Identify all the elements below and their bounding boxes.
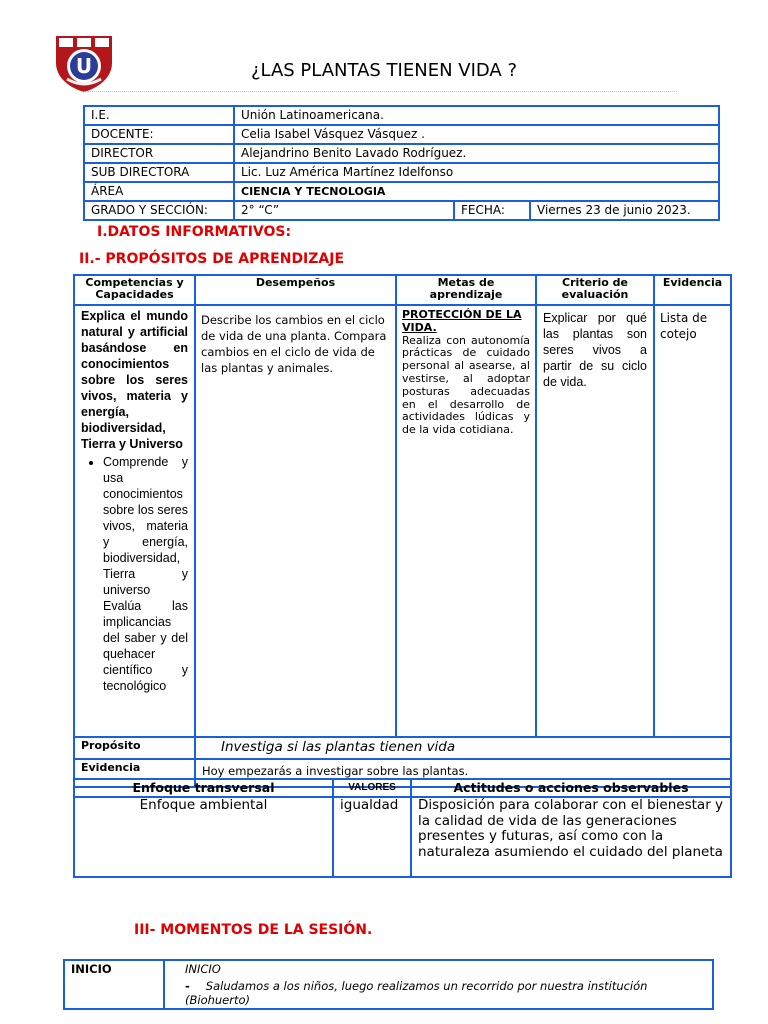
header-enfoque: Enfoque transversal xyxy=(74,779,333,797)
propositos-table xyxy=(73,274,732,788)
table-header-row xyxy=(74,275,731,305)
proposito-label: Propósito xyxy=(74,737,195,759)
header-valores: VALORES xyxy=(333,779,411,797)
ie-value: Unión Latinoamericana. xyxy=(234,106,719,125)
table-header-row xyxy=(74,779,731,797)
bullet-dash: - xyxy=(185,979,190,993)
logo-letter: U xyxy=(75,54,93,78)
info-table xyxy=(83,105,720,221)
criterio-cell: Explicar por qué las plantas son seres vivos a partir de su ciclo de vida. xyxy=(536,305,654,737)
competencia-text: Explica el mundo natural y artificial basándose en conocimientos sobre los seres vivos, materia y energía, biodiversidad, Tierra y Universo xyxy=(81,309,188,451)
table-row xyxy=(84,163,719,182)
header-evidencia: Evidencia xyxy=(654,275,731,305)
list-item: • Comprende y usa conocimientos sobre los seres vivos, materia y energía, biodiversidad, Tierra y universo Evalúa las implicancias del saber y del quehacer científico y tecnológico xyxy=(103,454,188,694)
header-desempenos: Desempeños xyxy=(195,275,396,305)
header-competencias: Competencias y Capacidades xyxy=(74,275,195,305)
docente-label: DOCENTE: xyxy=(84,125,234,144)
inicio-heading: INICIO xyxy=(185,962,221,976)
section-heading-datos: I.DATOS INFORMATIVOS: xyxy=(97,224,292,240)
actitud-cell: Disposición para colaborar con el bienestar y la calidad de vida de las generaciones presentes y futuras, así como con la naturaleza asumiendo el cuidado del planeta xyxy=(411,797,731,877)
inicio-cell xyxy=(164,960,713,1009)
evidencia-cell: Lista de cotejo xyxy=(654,305,731,737)
inicio-text: Saludamos a los niños, luego realizamos un recorrido por nuestra institución (Biohuerto) xyxy=(185,979,648,1007)
divider xyxy=(82,91,677,92)
table-row xyxy=(74,737,731,759)
list-item xyxy=(185,979,706,1007)
area-value: CIENCIA Y TECNOLOGIA xyxy=(234,182,719,201)
table-row xyxy=(84,201,719,220)
area-label: ÁREA xyxy=(84,182,234,201)
competencias-cell xyxy=(74,305,195,737)
ie-label: I.E. xyxy=(84,106,234,125)
meta-title: PROTECCIÓN DE LA VIDA. xyxy=(402,308,522,334)
fecha-value: Viernes 23 de junio 2023. xyxy=(530,201,719,220)
section-heading-momentos: III- MOMENTOS DE LA SESIÓN. xyxy=(134,922,373,938)
desempeno-cell: Describe los cambios en el ciclo de vida de una planta. Compara cambios en el ciclo de vida de las plantas y animales. xyxy=(195,305,396,737)
grado-value: 2° “C” xyxy=(234,201,454,220)
momentos-table xyxy=(63,959,714,1010)
director-value: Alejandrino Benito Lavado Rodríguez. xyxy=(234,144,719,163)
docente-value: Celia Isabel Vásquez Vásquez . xyxy=(234,125,719,144)
metas-cell xyxy=(396,305,536,737)
valor-cell: igualdad xyxy=(333,797,411,877)
table-row xyxy=(84,125,719,144)
table-row xyxy=(84,182,719,201)
subdirectora-value: Lic. Luz América Martínez Idelfonso xyxy=(234,163,719,182)
fecha-label: FECHA: xyxy=(454,201,530,220)
table-row xyxy=(74,305,731,737)
table-row xyxy=(84,144,719,163)
inicio-label: INICIO xyxy=(64,960,164,1009)
enfoque-cell: Enfoque ambiental xyxy=(74,797,333,877)
meta-text: Realiza con autonomía prácticas de cuidado personal al asearse, al vestirse, al adoptar posturas adecuadas en el desarrollo de actividades lúdicas y de la vida cotidiana. xyxy=(402,333,530,437)
capacidades-list xyxy=(81,454,188,694)
director-label: DIRECTOR xyxy=(84,144,234,163)
page-title: ¿LAS PLANTAS TIENEN VIDA ? xyxy=(250,60,518,81)
enfoque-table xyxy=(73,778,732,878)
grado-label: GRADO Y SECCIÓN: xyxy=(84,201,234,220)
header-criterio: Criterio de evaluación xyxy=(536,275,654,305)
table-row xyxy=(84,106,719,125)
subdirectora-label: SUB DIRECTORA xyxy=(84,163,234,182)
section-heading-propositos: II.- PROPÓSITOS DE APRENDIZAJE xyxy=(79,251,345,267)
evidencia-label: Evidencia xyxy=(74,759,195,787)
proposito-value: Investiga si las plantas tienen vida xyxy=(195,737,731,759)
header-metas: Metas de aprendizaje xyxy=(396,275,536,305)
evidencia-value: Hoy empezarás a investigar sobre las plantas. xyxy=(195,759,731,787)
table-row xyxy=(74,797,731,877)
header-actitudes: Actitudes o acciones observables xyxy=(411,779,731,797)
table-row xyxy=(64,960,713,1009)
